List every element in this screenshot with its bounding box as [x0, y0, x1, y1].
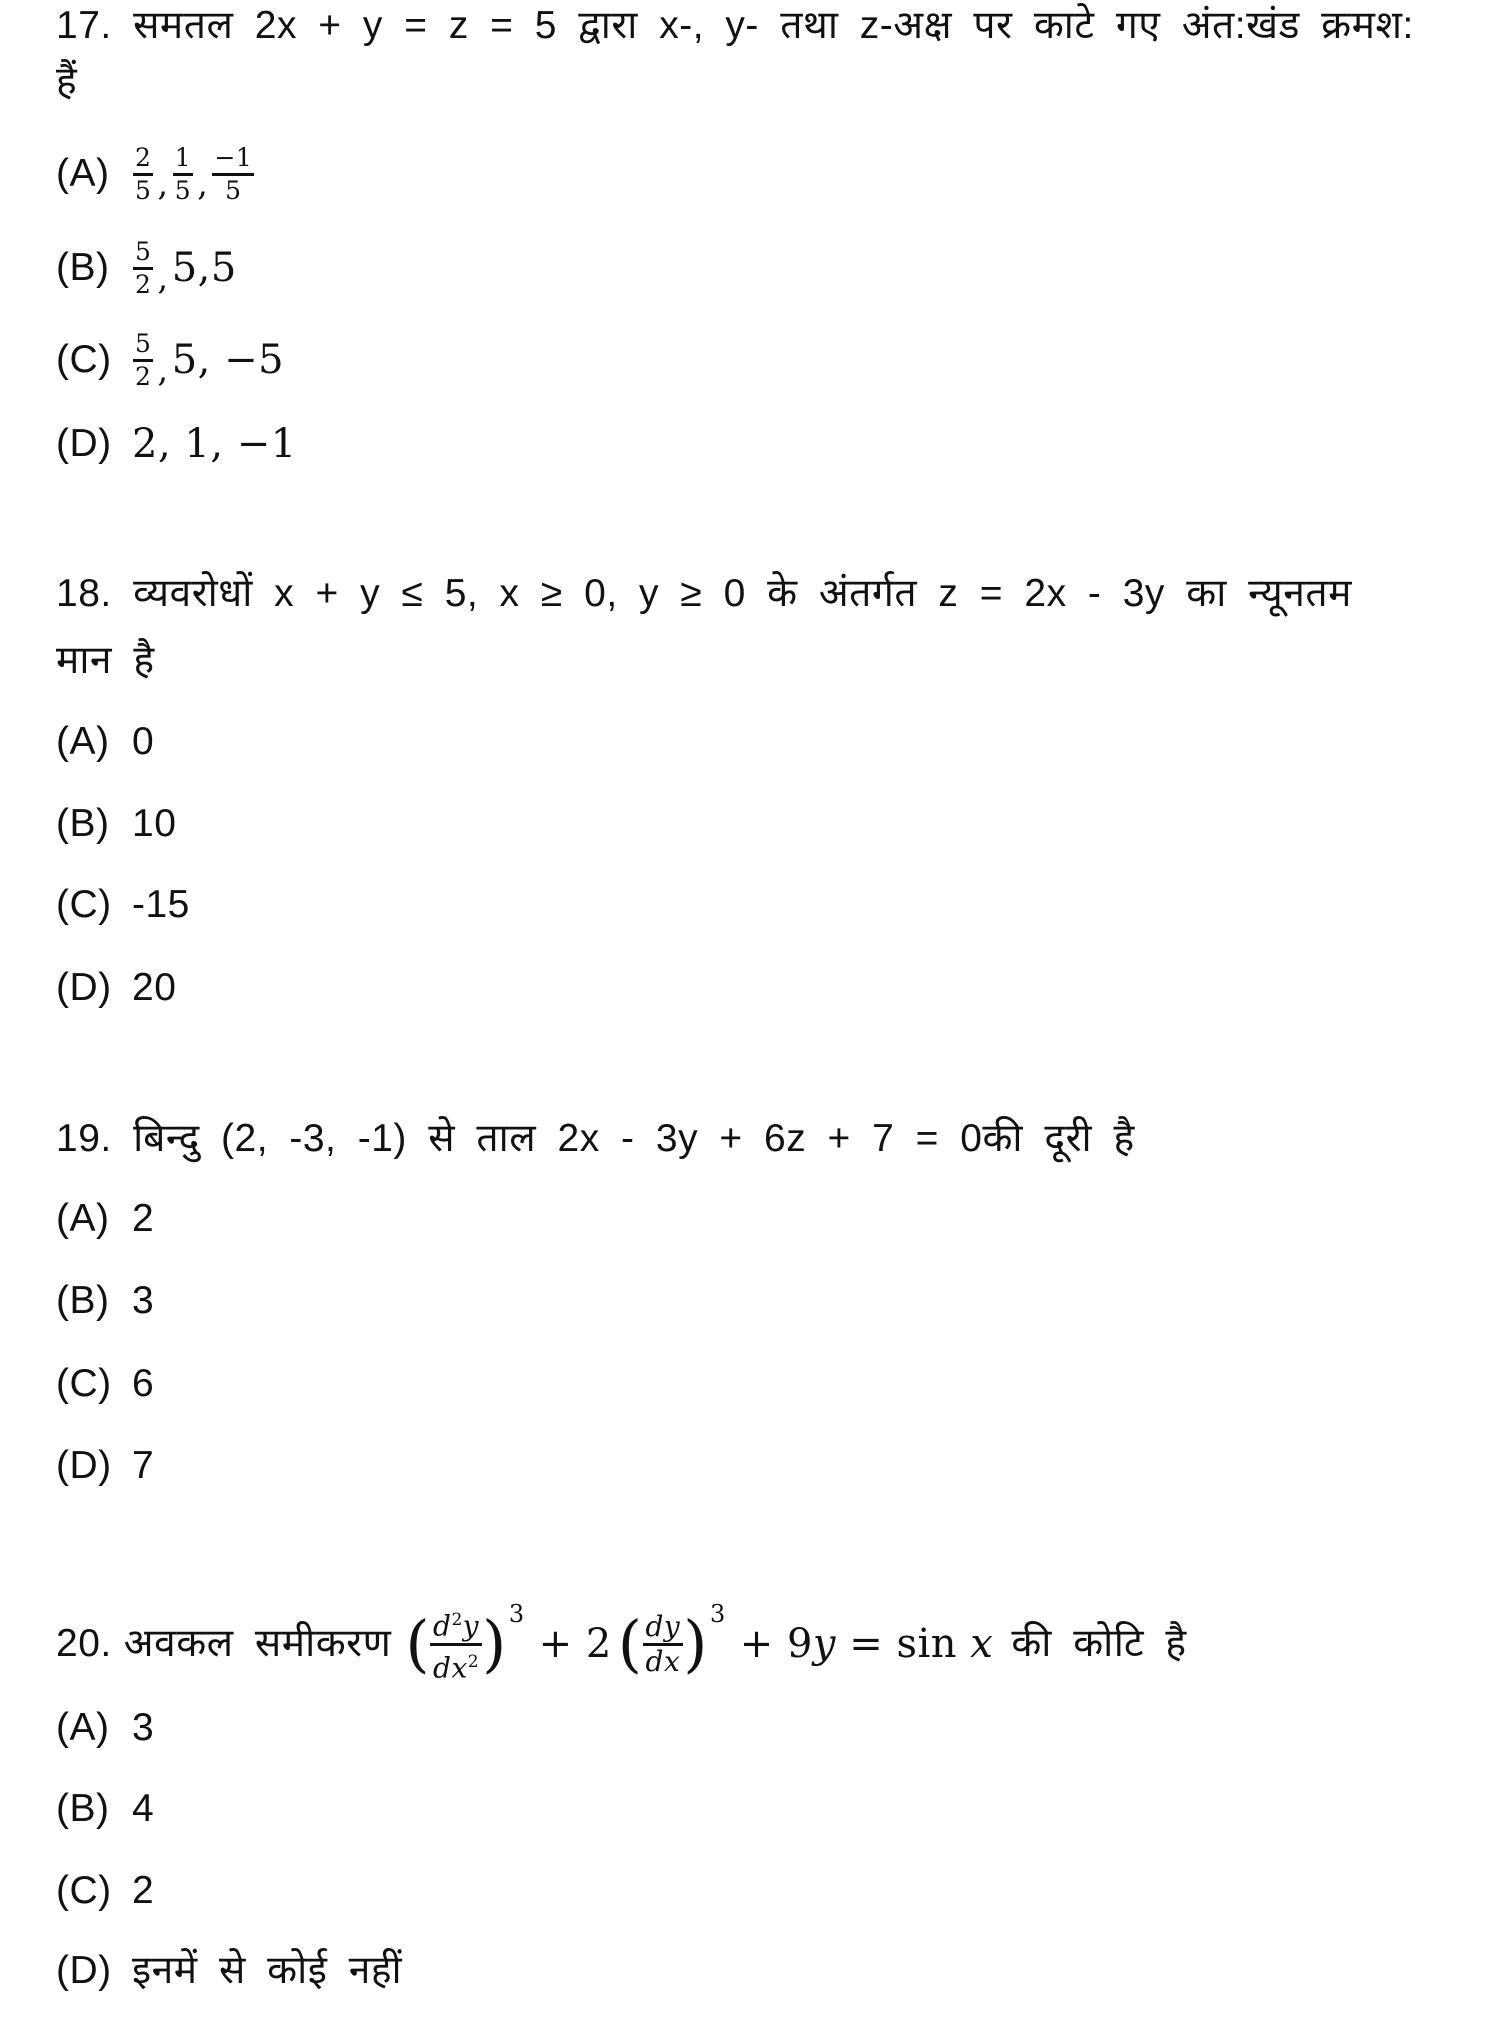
option-label: (D): [56, 422, 112, 465]
question-17-line-1: [56, 2, 1414, 50]
fraction: $\frac{5}{2}$: [135, 328, 152, 391]
option-value: 2: [132, 1197, 155, 1240]
option-label: (D): [56, 1949, 112, 1992]
right-paren: ): [482, 1607, 507, 1680]
option-value: 7: [132, 1444, 155, 1487]
variable-y: y: [812, 1621, 837, 1667]
option-label: (B): [56, 1787, 110, 1830]
question-20-option-b[interactable]: [56, 1785, 154, 1833]
option-value: 6: [132, 1362, 155, 1405]
comma: ,: [157, 350, 169, 390]
comma: ,: [157, 258, 169, 298]
question-20-option-d[interactable]: [56, 1947, 402, 1995]
plus-term: + 2: [538, 1621, 612, 1667]
question-20-line-1: [56, 1596, 1187, 1692]
option-label: (A): [56, 1706, 110, 1749]
option-value: 2: [132, 1869, 155, 1912]
variable-x: x: [970, 1621, 994, 1667]
option-label: (B): [56, 802, 110, 845]
option-label: (D): [56, 1444, 112, 1487]
option-value: इनमें से कोई नहीं: [132, 1949, 403, 1992]
question-number: 20.: [56, 1622, 112, 1665]
question-19-option-d[interactable]: [56, 1442, 154, 1490]
option-value: 4: [132, 1787, 155, 1830]
question-text-suffix: की कोटि है: [1011, 1622, 1187, 1665]
question-text-continued: मान है: [56, 639, 155, 682]
question-18-line-1: [56, 570, 1352, 618]
first-derivative-fraction: $\frac{dy}{dx}$: [643, 1611, 684, 1678]
option-value: 3: [132, 1706, 155, 1749]
option-label: (A): [56, 720, 110, 763]
exponent: 3: [508, 1600, 525, 1628]
fraction: $\frac{2}{5}$: [135, 142, 152, 205]
equals-sin: = sin: [836, 1621, 971, 1667]
fraction: $\frac{1}{5}$: [174, 142, 192, 205]
option-label: (C): [56, 338, 112, 381]
question-19-option-c[interactable]: [56, 1360, 154, 1408]
question-18-option-b[interactable]: [56, 800, 176, 848]
right-paren: ): [683, 1607, 708, 1680]
option-label: (D): [56, 966, 112, 1009]
question-18-option-c[interactable]: [56, 881, 190, 929]
option-value: 0: [132, 720, 155, 763]
left-paren: (: [405, 1607, 431, 1680]
option-value: 5,5: [171, 245, 237, 291]
left-paren: (: [617, 1607, 643, 1680]
fraction: $\frac{5}{2}$: [135, 236, 152, 299]
question-number: 19.: [56, 1117, 112, 1160]
question-17-line-2: [56, 58, 77, 106]
option-label: (B): [56, 1279, 110, 1322]
option-label: (B): [56, 246, 110, 289]
question-text: व्यवरोधों x + y ≤ 5, x ≥ 0, y ≥ 0 के अंतर्गत z = 2x - 3y का न्यूनतम: [133, 572, 1352, 615]
question-17-option-b[interactable]: [56, 232, 237, 304]
question-text-continued: हैं: [56, 60, 78, 103]
question-18-option-d[interactable]: [56, 964, 176, 1012]
question-18-option-a[interactable]: [56, 718, 154, 766]
option-label: (C): [56, 1362, 112, 1405]
question-19-option-b[interactable]: [56, 1277, 154, 1325]
option-value: -15: [132, 883, 190, 926]
question-text-prefix: अवकल समीकरण: [123, 1622, 392, 1665]
option-value: 10: [132, 802, 177, 845]
option-label: (C): [56, 883, 112, 926]
plus-term: + 9: [739, 1621, 813, 1667]
question-text: समतल 2x + y = z = 5 द्वारा x-, y- तथा z-अक्ष पर काटे गए अंत:खंड क्रमश:: [133, 4, 1414, 47]
question-17-option-d[interactable]: [56, 420, 297, 468]
exponent: 3: [709, 1600, 726, 1628]
second-derivative-fraction: $\frac{d^2y}{dx^2}$: [430, 1604, 482, 1684]
question-19-line-1: [56, 1115, 1135, 1163]
question-17-option-c[interactable]: [56, 324, 284, 396]
question-17-option-a[interactable]: [56, 138, 255, 210]
fraction: $\frac{-1}{5}$: [214, 142, 253, 205]
option-value: 3: [132, 1279, 155, 1322]
comma: ,: [197, 164, 209, 204]
question-20-option-a[interactable]: [56, 1704, 154, 1752]
question-number: 18.: [56, 572, 112, 615]
option-value: 5, −5: [171, 337, 285, 383]
comma: ,: [157, 164, 169, 204]
option-label: (C): [56, 1869, 112, 1912]
question-18-line-2: [56, 637, 155, 685]
option-value: 2, 1, −1: [132, 421, 297, 467]
option-value: 20: [132, 966, 177, 1009]
question-number: 17.: [56, 4, 112, 47]
differential-equation: [405, 1600, 994, 1684]
question-19-option-a[interactable]: [56, 1195, 154, 1243]
option-label: (A): [56, 152, 110, 195]
question-text: बिन्दु (2, -3, -1) से ताल 2x - 3y + 6z + 7 = 0की दूरी है: [133, 1117, 1135, 1160]
option-label: (A): [56, 1197, 110, 1240]
question-20-option-c[interactable]: [56, 1867, 154, 1915]
